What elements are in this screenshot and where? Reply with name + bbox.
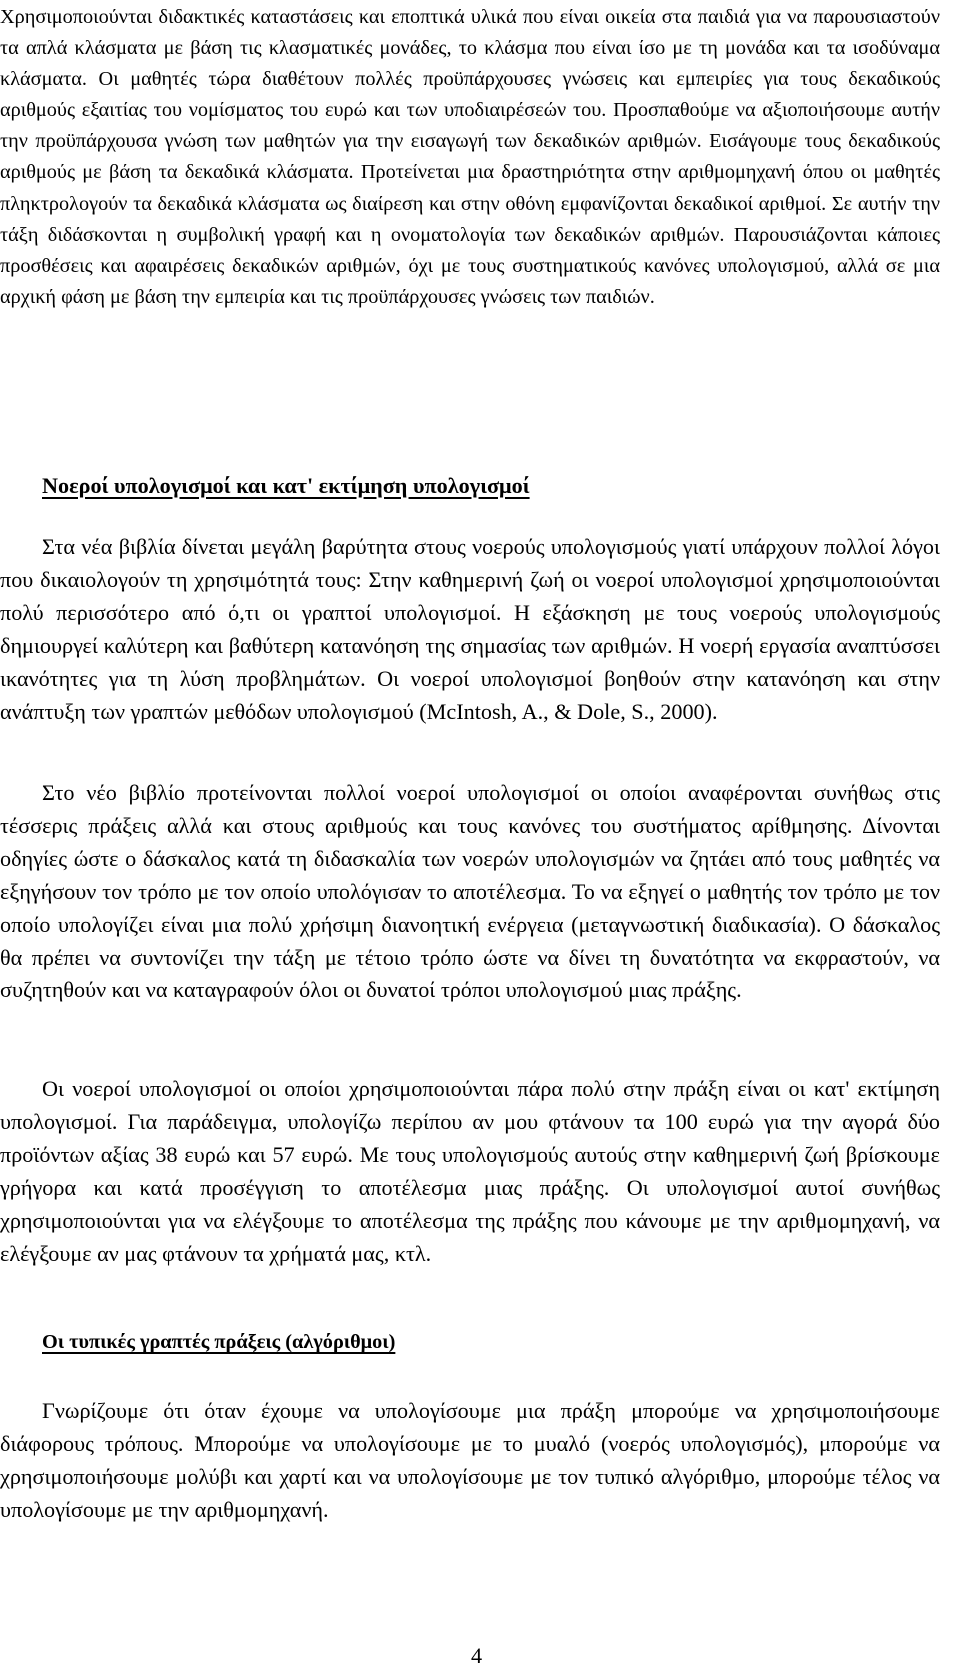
paragraph-mental-textbook: Στο νέο βιβλίο προτείνονται πολλοί νοεροί υπολογισμοί οι οποίοι αναφέρονται συνήθως στις τέσσερις πράξεις αλλά και στους αριθμούς και τους κανόνες του συστήματος αρίθμησης. Δίνονται οδηγίες ώστε ο δάσκαλος κατά τη διδασκαλία των νοερών υπολογισμών να ζητάει από τους μαθητές να εξηγήσουν τον τρόπο με τον οποίο υπολόγισαν το αποτέλεσμα. Το να εξηγεί ο μαθητής τον τρόπο με τον οποίο υπολογίζει είναι μια πολύ χρήσιμη διανοητική ενέργεια (μεταγνωστική διαδικασία). Ο δάσκαλος θα πρέπει να συντονίζει την τάξη με τέτοιο τρόπο ώστε να δίνει τη δυνατότητα να εκφραστούν, να συζητηθούν και να καταγραφούν όλοι οι δυνατοί τρόποι υπολογισμού μιας πράξης. <box>0 780 940 1003</box>
paragraph-calculation-methods: Γνωρίζουμε ότι όταν έχουμε να υπολογίσουμε μια πράξη μπορούμε να χρησιμοποιήσουμε διάφορους τρόπους. Μπορούμε να υπολογίσουμε με το μυαλό (νοερός υπολογισμός), μπορούμε να χρησιμοποιήσουμε μολύβι και χαρτί και να υπολογίσουμε με τον τυπικό αλγόριθμο, μπορούμε τέλος να υπολογίσουμε με την αριθμομηχανή. <box>0 1398 940 1522</box>
paragraph-mental-importance: Στα νέα βιβλία δίνεται μεγάλη βαρύτητα στους νοερούς υπολογισμούς γιατί υπάρχουν πολλοί λόγοι που δικαιολογούν τη χρησιμότητά τους: Στην καθημερινή ζωή οι νοεροί υπολογισμοί χρησιμοποιούνται πολύ περισσότερο από ό,τι οι γραπτοί υπολογισμοί. Η εξάσκηση με τους νοερούς υπολογισμούς δημιουργεί καλύτερη και βαθύτερη κατανόηση της σημασίας των αριθμών. Η νοερή εργασία αναπτύσσει ικανότητες για τη λύση προβλημάτων. Οι νοεροί υπολογισμοί βοηθούν στην κατανόηση και στην ανάπτυξη των γραπτών μεθόδων υπολογισμού (McIntosh, A., & Dole, S., 2000). <box>0 534 940 724</box>
heading-written-algorithms: Οι τυπικές γραπτές πράξεις (αλγόριθμοι) <box>42 1331 396 1353</box>
page-number: 4 <box>471 1643 483 1668</box>
paragraph-estimation: Οι νοεροί υπολογισμοί οι οποίοι χρησιμοποιούνται πάρα πολύ στην πράξη είναι οι κατ' εκτίμηση υπολογισμοί. Για παράδειγμα, υπολογίζω περίπου αν μου φτάνουν τα 100 ευρώ για την αγορά δύο προϊόντων αξίας 38 ευρώ και 57 ευρώ. Με τους υπολογισμούς αυτούς στην καθημερινή ζωή βρίσκουμε γρήγορα και κατά προσέγγιση το αποτέλεσμα μιας πράξης. Οι υπολογισμοί αυτοί συνήθως χρησιμοποιούνται για να ελέγξουμε το αποτέλεσμα της πράξης που κάνουμε με την αριθμομηχανή, να ελέγξουμε αν μας φτάνουν τα χρήματά μας, κτλ. <box>0 1076 940 1266</box>
paragraph-fractions-decimals: Χρησιμοποιούνται διδακτικές καταστάσεις και εποπτικά υλικά που είναι οικεία στα παιδιά για να παρουσιαστούν τα απλά κλάσματα με βάση τις κλασματικές μονάδες, το κλάσμα που είναι ίσο με τη μονάδα και τα ισοδύναμα κλάσματα. Οι μαθητές τώρα διαθέτουν πολλές προϋπάρχουσες γνώσεις και εμπειρίες για τους δεκαδικούς αριθμούς εξαιτίας του νομίσματος του ευρώ και των υποδιαιρέσεών του. Προσπαθούμε να αξιοποιήσουμε αυτήν την προϋπάρχουσα γνώση των μαθητών για την εισαγωγή των δεκαδικών αριθμών. Εισάγουμε τους δεκαδικούς αριθμούς με βάση τα δεκαδικά κλάσματα. Προτείνεται μια δραστηριότητα στην αριθμομηχανή όπου οι μαθητές πληκτρολογούν τα δεκαδικά κλάσματα ως διαίρεση και στην οθόνη εμφανίζονται δεκαδικοί αριθμοί. Σε αυτήν την τάξη διδάσκονται η συμβολική γραφή και η ονοματολογία των δεκαδικών αριθμών. Παρουσιάζονται κάποιες προσθέσεις και αφαιρέσεις δεκαδικών αριθμών, όχι με τους συστηματικούς κανόνες υπολογισμού, αλλά σε μια αρχική φάση με βάση την εμπειρία και τις προϋπάρχουσες γνώσεις των παιδιών. <box>0 6 940 308</box>
heading-mental-calculations: Νοεροί υπολογισμοί και κατ' εκτίμηση υπολογισμοί <box>42 473 530 498</box>
